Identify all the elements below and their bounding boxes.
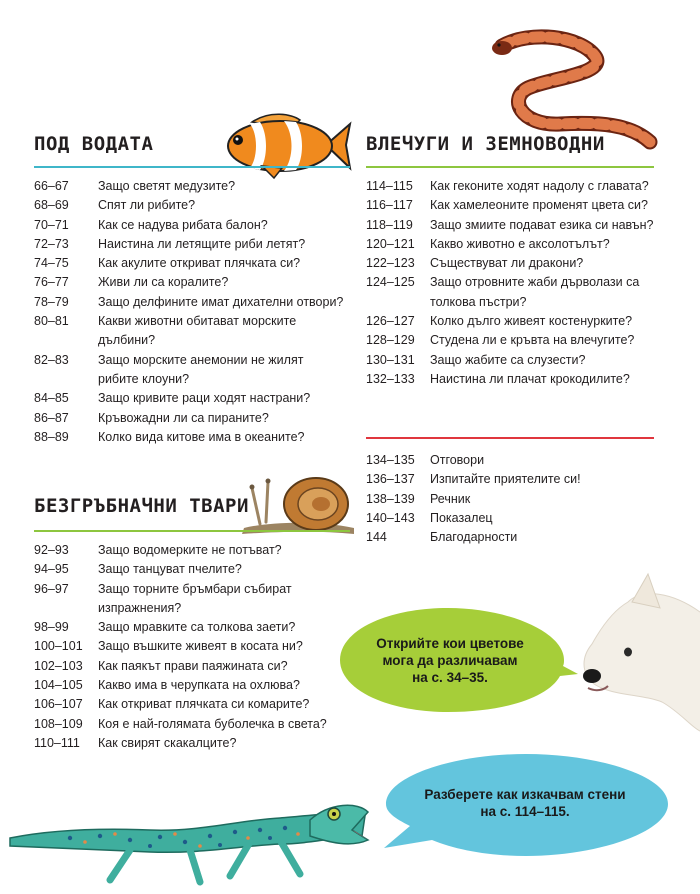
toc-pages: 132–133 <box>366 371 415 386</box>
dog-bubble-line: мога да различавам <box>382 652 518 668</box>
toc-extras <box>366 451 581 547</box>
toc-pages: 66–67 <box>34 179 69 193</box>
toc-pages: 134–135 <box>366 453 415 467</box>
toc-pages: 106–107 <box>34 697 83 712</box>
toc-title: Защо жабите са слузести? <box>430 352 586 367</box>
toc-title: толкова пъстри? <box>430 294 527 309</box>
toc-title: Наистина ли летящите риби летят? <box>98 236 306 251</box>
dog-image <box>572 572 700 732</box>
toc-title: Защо кривите раци ходят настрани? <box>98 391 311 406</box>
section-title-invertebrates: БЕЗГРЪБНАЧНИ ТВАРИ <box>34 495 249 517</box>
toc-title: Благодарности <box>430 530 518 545</box>
toc-row <box>34 351 343 370</box>
toc-title: Как свирят скакалците? <box>98 735 237 750</box>
toc-title: изпражнения? <box>98 600 182 615</box>
toc-title: Защо морските анемонии не жилят <box>98 352 304 367</box>
toc-row <box>34 734 327 753</box>
toc-title: Защо светят медузите? <box>98 179 236 193</box>
toc-row <box>34 293 343 312</box>
toc-reptiles <box>366 177 653 389</box>
toc-row <box>34 177 343 196</box>
toc-pages: 98–99 <box>34 620 69 635</box>
toc-pages: 84–85 <box>34 391 69 406</box>
toc-row-continued <box>34 599 327 618</box>
section-title-reptiles: ВЛЕЧУГИ И ЗЕМНОВОДНИ <box>366 133 605 155</box>
toc-row <box>366 490 581 509</box>
toc-row <box>366 470 581 489</box>
toc-row <box>366 235 653 254</box>
toc-pages: 118–119 <box>366 217 413 232</box>
toc-row <box>366 331 653 350</box>
toc-row <box>366 351 653 370</box>
toc-row <box>34 676 327 695</box>
toc-pages: 140–143 <box>366 510 415 525</box>
toc-row <box>34 196 343 215</box>
toc-underwater <box>34 177 343 447</box>
toc-title: Колко дълго живеят костенурките? <box>430 314 633 329</box>
toc-row <box>366 273 653 292</box>
toc-pages: 128–129 <box>366 333 415 348</box>
toc-pages: 108–109 <box>34 716 83 731</box>
toc-title: Живи ли са коралите? <box>98 275 229 290</box>
gecko-bubble-line: на с. 114–115. <box>480 804 570 819</box>
toc-row <box>366 196 653 215</box>
toc-title: Защо въшките живеят в косата ни? <box>98 639 303 654</box>
section-rule-invertebrates <box>34 530 350 532</box>
dog-bubble-line: Открийте кои цветове <box>376 635 524 651</box>
toc-pages: 144 <box>366 530 387 545</box>
toc-title: дълбини? <box>98 333 156 348</box>
toc-title: Защо мравките са толкова заети? <box>98 620 296 635</box>
clownfish-image <box>222 110 352 180</box>
section-rule-extras <box>366 437 654 439</box>
toc-title: Защо танцуват пчелите? <box>98 562 242 577</box>
toc-row <box>366 254 653 273</box>
dog-bubble <box>350 628 550 692</box>
toc-title: Как геконите ходят надолу с главата? <box>430 179 649 193</box>
toc-title: Колко вида китове има в океаните? <box>98 429 305 444</box>
toc-pages: 70–71 <box>34 217 69 232</box>
toc-row-continued <box>34 370 343 389</box>
toc-row <box>34 273 343 292</box>
toc-row <box>34 580 327 599</box>
toc-title: Как акулите откриват плячката си? <box>98 256 301 271</box>
toc-title: Спят ли рибите? <box>98 198 196 213</box>
toc-title: Изпитайте приятелите си! <box>430 472 581 487</box>
toc-pages: 88–89 <box>34 429 69 444</box>
toc-row <box>34 695 327 714</box>
toc-row <box>366 370 653 389</box>
toc-row <box>34 618 327 637</box>
section-rule-reptiles <box>366 166 654 168</box>
toc-row <box>34 312 343 331</box>
section-rule-underwater <box>34 166 350 168</box>
toc-pages: 74–75 <box>34 256 69 271</box>
toc-pages: 136–137 <box>366 472 415 487</box>
toc-pages: 130–131 <box>366 352 415 367</box>
toc-pages: 92–93 <box>34 543 69 557</box>
toc-invertebrates <box>34 541 327 753</box>
toc-pages: 126–127 <box>366 314 415 329</box>
toc-title: Какви животни обитават морските <box>98 314 297 329</box>
toc-title: Наистина ли плачат крокодилите? <box>430 371 630 386</box>
toc-pages: 94–95 <box>34 562 69 577</box>
gecko-image <box>10 790 370 885</box>
toc-row <box>366 216 653 235</box>
toc-title: Какво има в черупката на охлюва? <box>98 678 300 693</box>
snail-image <box>238 458 358 538</box>
toc-pages: 86–87 <box>34 410 69 425</box>
toc-title: Защо торните бръмбари събират <box>98 581 292 596</box>
toc-pages: 114–115 <box>366 179 413 193</box>
toc-pages: 78–79 <box>34 294 69 309</box>
toc-row <box>34 637 327 656</box>
toc-title: Кръвожадни ли са пираните? <box>98 410 269 425</box>
toc-row <box>34 389 343 408</box>
toc-pages: 110–111 <box>34 735 80 750</box>
toc-title: Какво животно е аксолотълът? <box>430 236 610 251</box>
toc-row <box>366 312 653 331</box>
toc-title: Отговори <box>430 453 485 467</box>
toc-title: рибите клоуни? <box>98 371 190 386</box>
gecko-bubble-line: Разберете как изкачвам стени <box>424 787 626 802</box>
toc-title: Защо делфините имат дихателни отвори? <box>98 294 344 309</box>
toc-row <box>366 177 653 196</box>
toc-title: Съществуват ли дракони? <box>430 256 584 271</box>
toc-row <box>34 216 343 235</box>
toc-row <box>366 451 581 470</box>
section-title-underwater: ПОД ВОДАТА <box>34 133 154 155</box>
toc-pages: 116–117 <box>366 198 413 213</box>
toc-row <box>34 409 343 428</box>
toc-pages: 138–139 <box>366 491 415 506</box>
toc-row <box>366 528 581 547</box>
toc-pages: 120–121 <box>366 236 415 251</box>
toc-title: Показалец <box>430 510 493 525</box>
toc-row <box>34 560 327 579</box>
toc-row-continued <box>34 331 343 350</box>
gecko-bubble <box>400 780 650 826</box>
toc-row <box>34 541 327 560</box>
toc-title: Как хамелеоните променят цвета си? <box>430 198 648 213</box>
toc-row <box>34 235 343 254</box>
toc-row <box>34 657 327 676</box>
toc-title: Как се надува рибата балон? <box>98 217 268 232</box>
toc-title: Защо отровните жаби дърволази са <box>430 275 640 290</box>
toc-row <box>34 715 327 734</box>
toc-pages: 100–101 <box>34 639 83 654</box>
dog-bubble-line: на с. 34–35. <box>412 669 488 685</box>
toc-title: Речник <box>430 491 471 506</box>
toc-title: Студена ли е кръвта на влечугите? <box>430 333 635 348</box>
toc-pages: 76–77 <box>34 275 69 290</box>
toc-pages: 80–81 <box>34 314 69 329</box>
toc-pages: 68–69 <box>34 198 69 213</box>
toc-pages: 104–105 <box>34 678 83 693</box>
toc-title: Защо змиите подават езика си навън? <box>430 217 654 232</box>
toc-title: Как откриват плячката си комарите? <box>98 697 310 712</box>
toc-row <box>34 254 343 273</box>
toc-title: Коя е най-голямата буболечка в света? <box>98 716 327 731</box>
toc-pages: 124–125 <box>366 275 415 290</box>
toc-pages: 102–103 <box>34 658 83 673</box>
toc-pages: 72–73 <box>34 236 69 251</box>
toc-pages: 82–83 <box>34 352 69 367</box>
toc-row <box>34 428 343 447</box>
toc-pages: 96–97 <box>34 581 69 596</box>
toc-title: Как паякът прави паяжината си? <box>98 658 288 673</box>
toc-pages: 122–123 <box>366 256 415 271</box>
toc-title: Защо водомерките не потъват? <box>98 543 282 557</box>
toc-row <box>366 509 581 528</box>
toc-row-continued <box>366 293 653 312</box>
